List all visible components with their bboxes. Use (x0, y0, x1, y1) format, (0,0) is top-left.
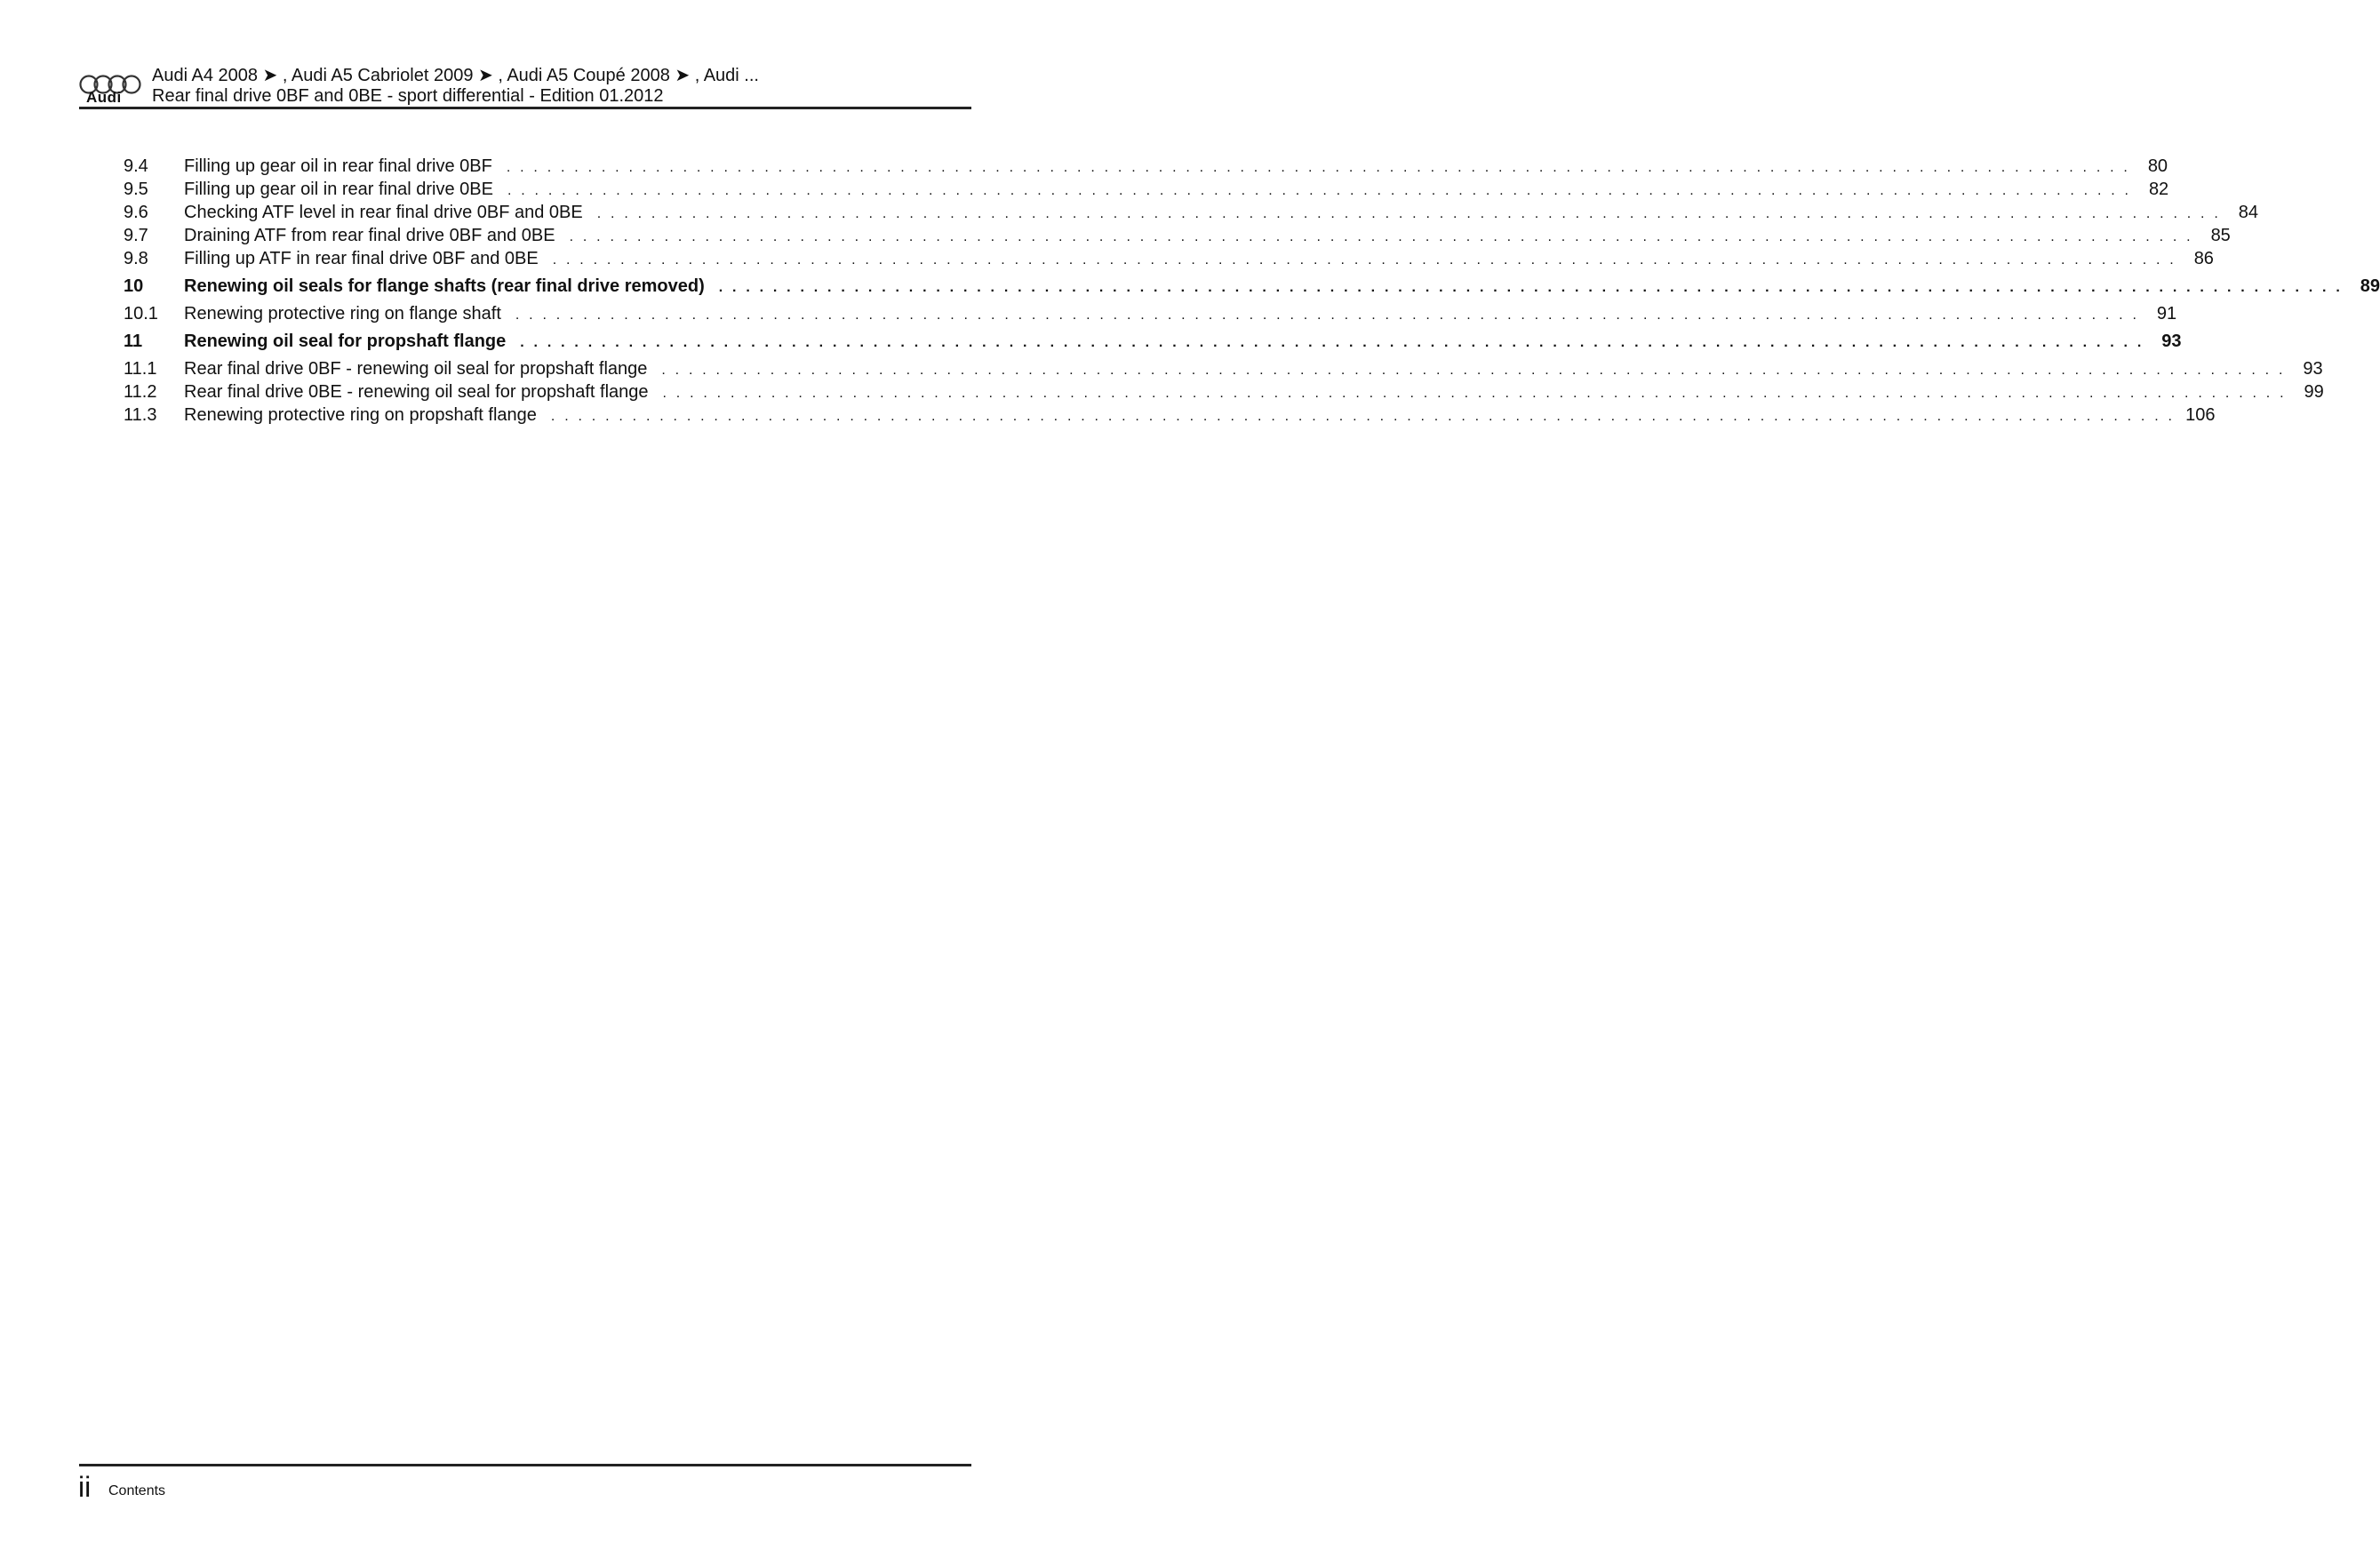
toc-entry-page: 82 (2148, 180, 2169, 199)
toc-dot-leader: . . . . . . . . . . . . . . . . . . . . . . . . . . . . . . . . . . . . . . . . . . . . . . . . . . . . . . . . . . . . . . . . . . . . . . . . . . . . . . . . . . . . . . . . . . . . . . . . . . . . . . . . . . . . . . . . . . . . . . . . (506, 160, 2131, 175)
toc-entry[interactable] (124, 156, 2168, 180)
toc-entry-number: 9.4 (124, 156, 148, 176)
toc-entry[interactable] (124, 249, 2214, 272)
toc-entry-title[interactable]: Renewing protective ring on propshaft flange (184, 405, 537, 425)
toc-entry-page: 106 (2185, 405, 2216, 425)
toc-entry-title[interactable]: Draining ATF from rear final drive 0BF and 0BE (184, 226, 555, 245)
toc-entry-page: 93 (2303, 359, 2323, 379)
table-of-contents (124, 156, 2380, 428)
toc-entry-title[interactable]: Filling up gear oil in rear final drive 0BE (184, 180, 493, 199)
toc-entry-number: 9.8 (124, 249, 148, 268)
toc-entry-title[interactable]: Renewing oil seals for flange shafts (rear final drive removed) (184, 276, 705, 296)
toc-entry-page: 93 (2161, 332, 2182, 351)
toc-entry[interactable] (124, 405, 2216, 428)
toc-entry-number: 9.7 (124, 226, 148, 245)
footer-divider (79, 1464, 971, 1466)
toc-entry-title[interactable]: Filling up ATF in rear final drive 0BF and 0BE (184, 249, 539, 268)
toc-dot-leader: . . . . . . . . . . . . . . . . . . . . . . . . . . . . . . . . . . . . . . . . . . . . . . . . . . . . . . . . . . . . . . . . . . . . . . . . . . . . . . . . . . . . . . . . . . . . . . . . . . . . . . . . . . . . . . . . . . . . . . . . (550, 409, 2176, 424)
toc-entry[interactable] (124, 180, 2169, 203)
toc-entry[interactable] (124, 332, 2182, 359)
audi-logo-text: Audi (86, 89, 122, 106)
toc-entry[interactable] (124, 359, 2323, 382)
toc-entry[interactable] (124, 226, 2231, 249)
header-manual-title: Rear final drive 0BF and 0BE - sport differential - Edition 01.2012 (152, 86, 664, 106)
toc-entry-title[interactable]: Rear final drive 0BE - renewing oil seal for propshaft flange (184, 382, 649, 402)
toc-entry-title[interactable]: Checking ATF level in rear final drive 0BF and 0BE (184, 203, 583, 222)
toc-dot-leader: . . . . . . . . . . . . . . . . . . . . . . . . . . . . . . . . . . . . . . . . . . . . . . . . . . . . . . . . . . . . . . . . . . . . . . . . . . . . . . . . . . . . . . . . . . . . . . . . . . . . . . . . . . . . . . . . . . . . . . . . (662, 386, 2287, 401)
header-divider (79, 107, 971, 109)
toc-entry-number: 9.6 (124, 203, 148, 222)
toc-entry-title[interactable]: Renewing protective ring on flange shaft (184, 304, 501, 324)
toc-dot-leader: . . . . . . . . . . . . . . . . . . . . . . . . . . . . . . . . . . . . . . . . . . . . . . . . . . . . . . . . . . . . . . . . . . . . . . . . . . . . . . . . . . . . . . . . . . . . . . . . . . . . . . . . . . . . . . . . . . . . . . . . (552, 252, 2176, 268)
toc-entry-page: 89 (2360, 276, 2380, 296)
toc-entry-page: 91 (2156, 304, 2177, 324)
toc-dot-leader: . . . . . . . . . . . . . . . . . . . . . . . . . . . . . . . . . . . . . . . . . . . . . . . . . . . . . . . . . . . . . . . . . . . . . . . . . . . . . . . . . . . . . . . . . . . . . . . . . . . . . . . . . . . . . . . . . . . . . . . . (515, 308, 2140, 323)
toc-entry[interactable] (124, 304, 2177, 327)
toc-dot-leader: . . . . . . . . . . . . . . . . . . . . . . . . . . . . . . . . . . . . . . . . . . . . . . . . . . . . . . . . . . . . . . . . . . . . . . . . . . . . . . . . . . . . . . . . . . . . . . . . . . . . . . . . . . . . . . . . . . . . . . . . (596, 206, 2221, 221)
toc-entry-number: 10.1 (124, 304, 158, 324)
footer-section-label: Contents (108, 1483, 166, 1498)
toc-entry-number: 9.5 (124, 180, 148, 199)
footer-page-number: ii (78, 1471, 92, 1503)
toc-entry-title[interactable]: Filling up gear oil in rear final drive 0BF (184, 156, 492, 176)
toc-entry-title[interactable]: Renewing oil seal for propshaft flange (184, 332, 507, 351)
toc-entry-page: 84 (2238, 203, 2258, 222)
toc-entry-page: 99 (2304, 382, 2324, 402)
toc-entry-page: 80 (2147, 156, 2168, 176)
toc-dot-leader: . . . . . . . . . . . . . . . . . . . . . . . . . . . . . . . . . . . . . . . . . . . . . . . . . . . . . . . . . . . . . . . . . . . . . . . . . . . . . . . . . . . . . . . . . . . . . . . . . . . . . . . . . . . . . . . . . . . . . . . . (507, 183, 2132, 198)
toc-dot-leader: . . . . . . . . . . . . . . . . . . . . . . . . . . . . . . . . . . . . . . . . . . . . . . . . . . . . . . . . . . . . . . . . . . . . . . . . . . . . . . . . . . . . . . . . . . . . . . . . . . . . . . . . . . . . . . . . . . . . . . . . (569, 229, 2193, 244)
toc-entry-page: 85 (2210, 226, 2231, 245)
toc-entry-number: 11.2 (124, 382, 157, 402)
toc-dot-leader: . . . . . . . . . . . . . . . . . . . . . . . . . . . . . . . . . . . . . . . . . . . . . . . . . . . . . . . . . . . . . . . . . . . . . . . . . . . . . . . . . . . . . . . . . . . . . . . . . . . . . . . . . . . . . . . . . . . . . . . . (661, 363, 2286, 378)
toc-entry[interactable] (124, 382, 2324, 405)
header-models: Audi A4 2008 ➤ , Audi A5 Cabriolet 2009 ➤ , Audi A5 Coupé 2008 ➤ , Audi ... (152, 66, 759, 85)
toc-entry-number: 11.1 (124, 359, 157, 379)
toc-entry-title[interactable]: Rear final drive 0BF - renewing oil seal for propshaft flange (184, 359, 648, 379)
toc-entry[interactable] (124, 203, 2258, 226)
toc-entry-page: 86 (2193, 249, 2214, 268)
toc-entry-number: 11 (124, 332, 143, 351)
toc-entry-number: 10 (124, 276, 144, 296)
toc-dot-leader: . . . . . . . . . . . . . . . . . . . . . . . . . . . . . . . . . . . . . . . . . . . . . . . . . . . . . . . . . . . . . . . . . . . . . . . . . . . . . . . . . . . . . . . . . . . . . . . . . . . . . . . . . . . . . . . . . . . . . . . . (520, 335, 2144, 350)
toc-dot-leader: . . . . . . . . . . . . . . . . . . . . . . . . . . . . . . . . . . . . . . . . . . . . . . . . . . . . . . . . . . . . . . . . . . . . . . . . . . . . . . . . . . . . . . . . . . . . . . . . . . . . . . . . . . . . . . . . . . . . . . . . (718, 280, 2343, 295)
toc-entry-number: 11.3 (124, 405, 157, 425)
toc-entry[interactable] (124, 276, 2380, 304)
